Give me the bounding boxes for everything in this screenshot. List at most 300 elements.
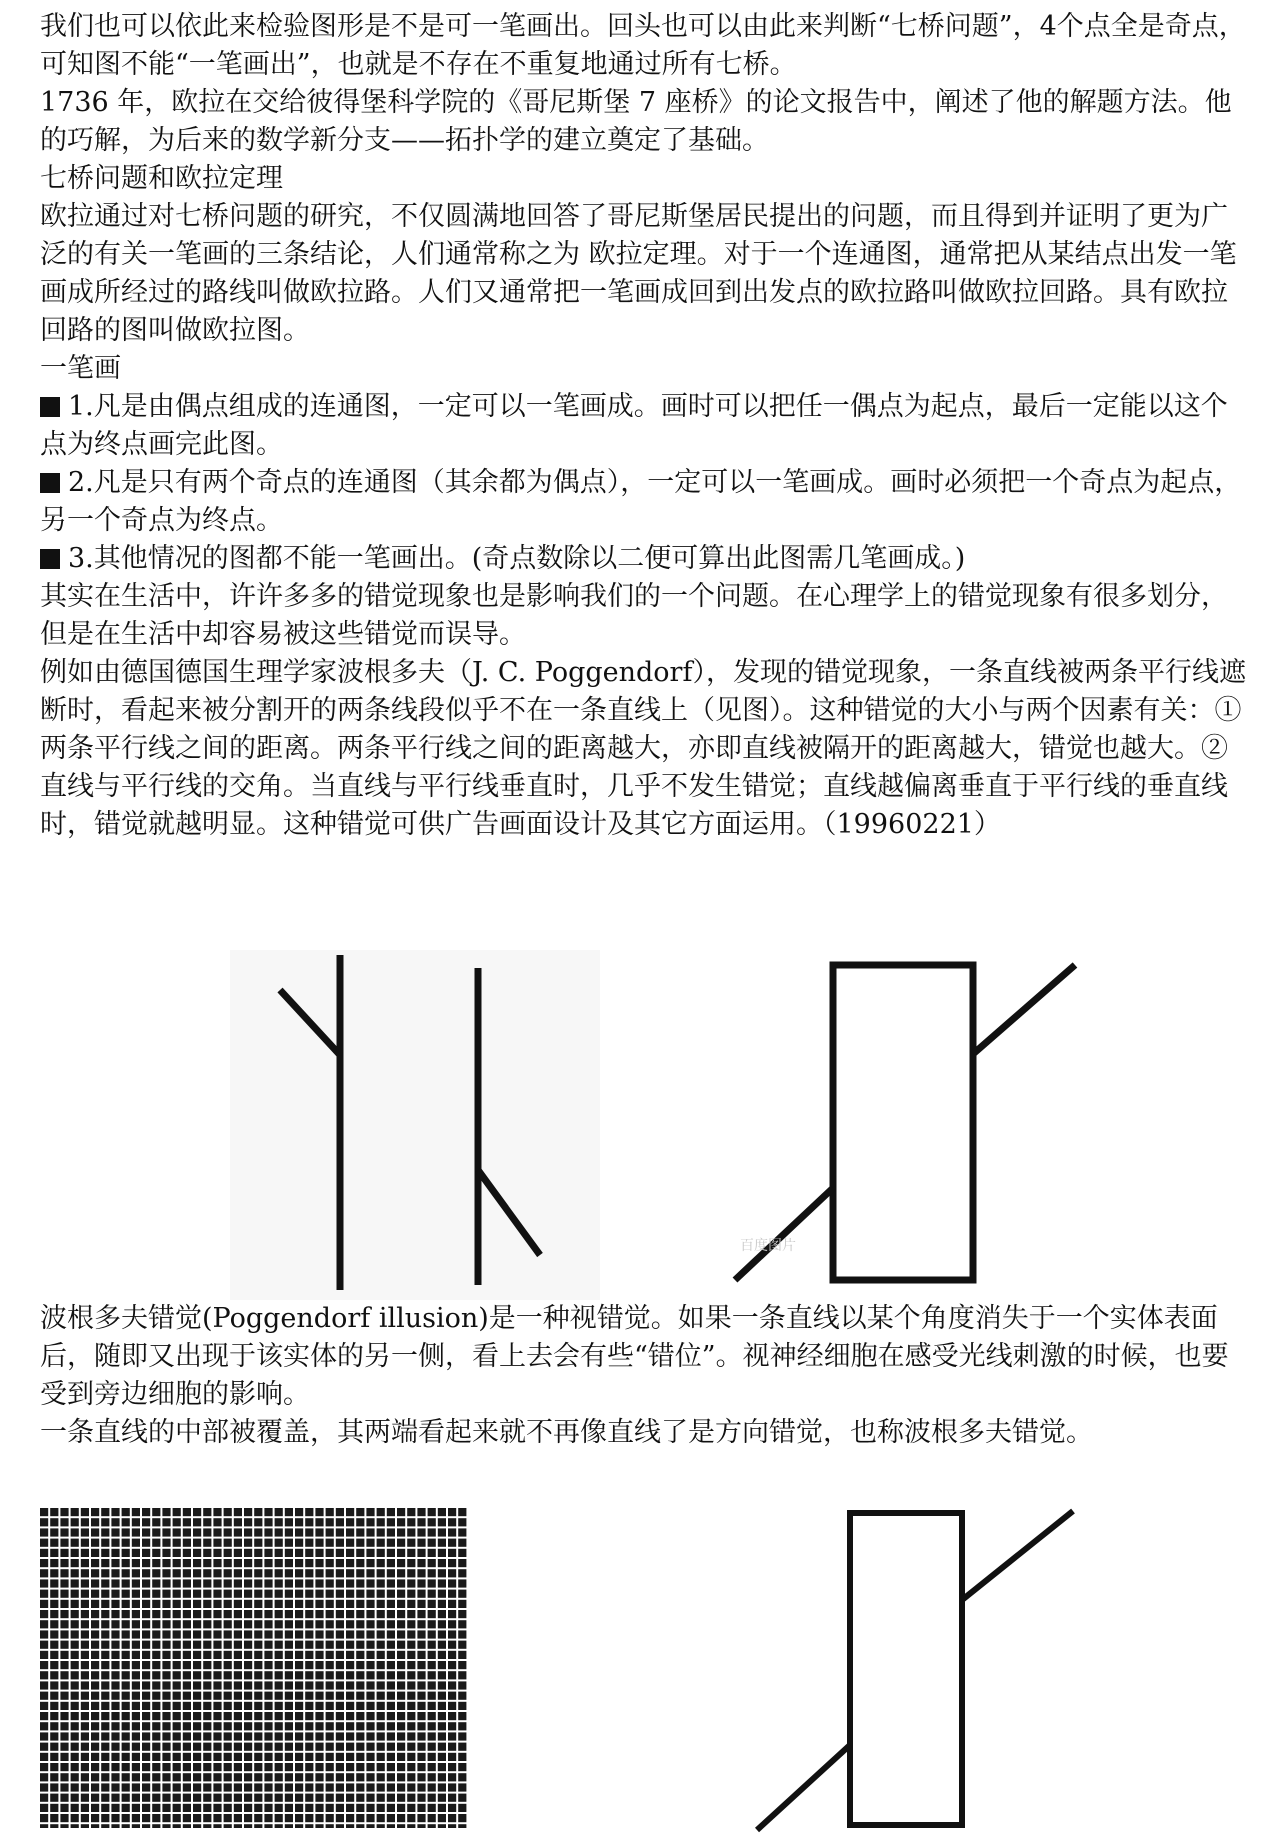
grid-square (50, 1763, 58, 1771)
grid-square (448, 1671, 456, 1679)
grid-square (122, 1600, 130, 1608)
grid-square (162, 1702, 170, 1710)
grid-square (224, 1641, 232, 1649)
grid-square (162, 1671, 170, 1679)
grid-square (397, 1681, 405, 1689)
grid-square (458, 1753, 466, 1761)
grid-square (213, 1814, 221, 1822)
grid-square (377, 1590, 385, 1598)
grid-square (254, 1559, 262, 1567)
grid-square (407, 1539, 415, 1547)
grid-square (397, 1783, 405, 1791)
grid-square (132, 1824, 140, 1828)
grid-square (122, 1824, 130, 1828)
grid-square (295, 1600, 303, 1608)
grid-square (162, 1712, 170, 1720)
grid-square (428, 1783, 436, 1791)
grid-square (264, 1712, 272, 1720)
grid-square (60, 1681, 68, 1689)
grid-square (448, 1579, 456, 1587)
grid-square (203, 1692, 211, 1700)
grid-square (142, 1559, 150, 1567)
grid-square (142, 1712, 150, 1720)
grid-square (458, 1681, 466, 1689)
grid-square (152, 1681, 160, 1689)
grid-square (132, 1702, 140, 1710)
grid-square (152, 1641, 160, 1649)
grid-square (254, 1814, 262, 1822)
grid-square (183, 1722, 191, 1730)
grid-square (81, 1528, 89, 1536)
grid-square (50, 1508, 58, 1516)
grid-square (417, 1661, 425, 1669)
grid-square (193, 1753, 201, 1761)
grid-square (397, 1620, 405, 1628)
grid-square (81, 1753, 89, 1761)
grid-square (244, 1763, 252, 1771)
grid-square (397, 1600, 405, 1608)
grid-square (142, 1508, 150, 1516)
grid-square (142, 1671, 150, 1679)
grid-square (387, 1743, 395, 1751)
grid-square (264, 1508, 272, 1516)
grid-square (234, 1630, 242, 1638)
grid-square (101, 1671, 109, 1679)
grid-square (40, 1549, 48, 1557)
grid-square (122, 1630, 130, 1638)
grid-square (122, 1753, 130, 1761)
grid-square (254, 1671, 262, 1679)
grid-square (275, 1620, 283, 1628)
grid-square (203, 1651, 211, 1659)
grid-square (132, 1814, 140, 1822)
grid-square (203, 1549, 211, 1557)
grid-square (275, 1549, 283, 1557)
grid-square (81, 1630, 89, 1638)
grid-square (397, 1732, 405, 1740)
grid-square (81, 1692, 89, 1700)
grid-square (60, 1804, 68, 1812)
grid-square (387, 1508, 395, 1516)
grid-square (336, 1579, 344, 1587)
grid-square (377, 1549, 385, 1557)
grid-square (152, 1661, 160, 1669)
grid-square (203, 1590, 211, 1598)
grid-square (264, 1824, 272, 1828)
grid-square (264, 1722, 272, 1730)
grid-square (336, 1610, 344, 1618)
grid-square (397, 1722, 405, 1730)
grid-square (50, 1600, 58, 1608)
grid-square (448, 1773, 456, 1781)
grid-square (438, 1743, 446, 1751)
grid-square (326, 1528, 334, 1536)
grid-square (60, 1528, 68, 1536)
grid-square (111, 1763, 119, 1771)
grid-square (315, 1569, 323, 1577)
grid-square (326, 1824, 334, 1828)
grid-square (275, 1671, 283, 1679)
grid-square (91, 1579, 99, 1587)
grid-square (71, 1712, 79, 1720)
grid-square (366, 1722, 374, 1730)
grid-square (346, 1671, 354, 1679)
grid-square (448, 1804, 456, 1812)
grid-square (81, 1824, 89, 1828)
grid-square (71, 1732, 79, 1740)
grid-square (81, 1804, 89, 1812)
paragraph-1736: 1736 年，欧拉在交给彼得堡科学院的《哥尼斯堡 7 座桥》的论文报告中，阐述了他的解题方法。他的巧解，为后来的数学新分支——拓扑学的建立奠定了基础。 (40, 87, 1232, 156)
grid-square (377, 1804, 385, 1812)
grid-square (111, 1549, 119, 1557)
grid-square (60, 1783, 68, 1791)
grid-square (244, 1508, 252, 1516)
grid-square (346, 1763, 354, 1771)
grid-square (142, 1651, 150, 1659)
grid-square (81, 1590, 89, 1598)
grid-square (458, 1579, 466, 1587)
grid-square (356, 1814, 364, 1822)
grid-square (295, 1559, 303, 1567)
grid-square (326, 1630, 334, 1638)
grid-square (448, 1569, 456, 1577)
grid-square (417, 1528, 425, 1536)
grid-square (407, 1671, 415, 1679)
grid-square (315, 1549, 323, 1557)
grid-square (305, 1539, 313, 1547)
grid-square (40, 1763, 48, 1771)
grid-square (50, 1702, 58, 1710)
grid-square (417, 1722, 425, 1730)
grid-square (142, 1661, 150, 1669)
grid-square (91, 1722, 99, 1730)
grid-square (173, 1508, 181, 1516)
grid-square (275, 1508, 283, 1516)
grid-square (234, 1661, 242, 1669)
grid-square (417, 1732, 425, 1740)
grid-square (428, 1794, 436, 1802)
grid-square (407, 1743, 415, 1751)
grid-square (244, 1661, 252, 1669)
grid-square (101, 1702, 109, 1710)
grid-square (81, 1773, 89, 1781)
grid-square (71, 1773, 79, 1781)
grid-square (417, 1518, 425, 1526)
grid-square (40, 1692, 48, 1700)
grid-square (173, 1712, 181, 1720)
grid-square (60, 1610, 68, 1618)
square-bullet-icon (40, 397, 60, 417)
grid-square (397, 1702, 405, 1710)
grid-square (101, 1508, 109, 1516)
grid-square (71, 1794, 79, 1802)
grid-square (183, 1712, 191, 1720)
grid-square (234, 1651, 242, 1659)
grid-square (111, 1620, 119, 1628)
grid-square (356, 1783, 364, 1791)
grid-square (438, 1539, 446, 1547)
grid-square (295, 1641, 303, 1649)
figure-poggendorf-rectangle-2 (755, 1505, 1085, 1835)
grid-square (101, 1620, 109, 1628)
grid-square (305, 1620, 313, 1628)
grid-square (346, 1559, 354, 1567)
grid-square (183, 1794, 191, 1802)
grid-square (407, 1549, 415, 1557)
grid-square (162, 1753, 170, 1761)
grid-square (326, 1722, 334, 1730)
grid-square (224, 1661, 232, 1669)
grid-square (40, 1579, 48, 1587)
grid-square (173, 1518, 181, 1526)
grid-square (366, 1508, 374, 1516)
grid-square (326, 1579, 334, 1587)
grid-square (377, 1692, 385, 1700)
grid-square (213, 1630, 221, 1638)
grid-square (387, 1753, 395, 1761)
grid-square (285, 1702, 293, 1710)
grid-square (295, 1732, 303, 1740)
grid-square (81, 1783, 89, 1791)
grid-square (234, 1620, 242, 1628)
grid-square (152, 1753, 160, 1761)
grid-square (142, 1702, 150, 1710)
grid-square (213, 1559, 221, 1567)
grid-square (264, 1783, 272, 1791)
grid-square (295, 1794, 303, 1802)
grid-square (428, 1600, 436, 1608)
grid-square (417, 1763, 425, 1771)
grid-square (377, 1671, 385, 1679)
grid-square (366, 1753, 374, 1761)
grid-square (326, 1814, 334, 1822)
grid-square (336, 1641, 344, 1649)
square-bullet-icon (40, 473, 60, 493)
grid-square (50, 1783, 58, 1791)
grid-square (162, 1794, 170, 1802)
grid-square (254, 1539, 262, 1547)
grid-square (60, 1641, 68, 1649)
grid-square (295, 1692, 303, 1700)
grid-square (428, 1773, 436, 1781)
grid-square (183, 1692, 191, 1700)
grid-square (275, 1569, 283, 1577)
grid-square (122, 1508, 130, 1516)
grid-square (183, 1630, 191, 1638)
grid-square (193, 1610, 201, 1618)
grid-square (377, 1559, 385, 1567)
grid-square (71, 1722, 79, 1730)
grid-square (407, 1590, 415, 1598)
grid-square (346, 1539, 354, 1547)
grid-square (224, 1671, 232, 1679)
grid-square (377, 1569, 385, 1577)
grid-square (346, 1579, 354, 1587)
grid-square (275, 1743, 283, 1751)
paragraph-check: 我们也可以依此来检验图形是不是可一笔画出。回头也可以由此来判断“七桥问题”，4个点全是奇点，可知图不能“一笔画出”，也就是不存在不重复地通过所有七桥。 (40, 11, 1246, 80)
grid-square (91, 1600, 99, 1608)
grid-square (336, 1814, 344, 1822)
grid-square (356, 1712, 364, 1720)
grid-square (50, 1559, 58, 1567)
grid-square (448, 1620, 456, 1628)
grid-square (71, 1559, 79, 1567)
grid-square (224, 1794, 232, 1802)
grid-square (142, 1600, 150, 1608)
grid-square (60, 1518, 68, 1526)
grid-square (224, 1702, 232, 1710)
grid-square (397, 1610, 405, 1618)
grid-square (254, 1743, 262, 1751)
grid-square (111, 1773, 119, 1781)
grid-square (213, 1763, 221, 1771)
grid-square (91, 1569, 99, 1577)
grid-square (336, 1773, 344, 1781)
grid-square (346, 1681, 354, 1689)
grid-square (407, 1651, 415, 1659)
grid-square (275, 1712, 283, 1720)
grid-square (387, 1569, 395, 1577)
grid-square (417, 1743, 425, 1751)
grid-square (417, 1630, 425, 1638)
grid-square (213, 1539, 221, 1547)
grid-square (183, 1651, 191, 1659)
grid-square (285, 1651, 293, 1659)
grid-square (81, 1743, 89, 1751)
grid-square (366, 1590, 374, 1598)
grid-square (264, 1590, 272, 1598)
grid-square (203, 1539, 211, 1547)
grid-square (193, 1783, 201, 1791)
grid-square (356, 1630, 364, 1638)
grid-square (397, 1804, 405, 1812)
grid-square (152, 1620, 160, 1628)
grid-square (101, 1610, 109, 1618)
grid-square (346, 1824, 354, 1828)
grid-square (142, 1549, 150, 1557)
grid-square (448, 1824, 456, 1828)
grid-square (40, 1620, 48, 1628)
grid-square (438, 1671, 446, 1679)
grid-square (224, 1620, 232, 1628)
grid-square (295, 1681, 303, 1689)
grid-square (346, 1661, 354, 1669)
grid-square (50, 1610, 58, 1618)
grid-square (326, 1692, 334, 1700)
grid-square (50, 1794, 58, 1802)
grid-square (448, 1549, 456, 1557)
grid-square (173, 1641, 181, 1649)
grid-square (234, 1600, 242, 1608)
grid-square (101, 1528, 109, 1536)
grid-square (71, 1692, 79, 1700)
grid-square (224, 1763, 232, 1771)
grid-square (101, 1681, 109, 1689)
grid-square (387, 1528, 395, 1536)
grid-square (224, 1743, 232, 1751)
grid-square (101, 1641, 109, 1649)
grid-square (111, 1722, 119, 1730)
grid-square (305, 1692, 313, 1700)
grid-square (224, 1630, 232, 1638)
grid-square (213, 1732, 221, 1740)
grid-square (122, 1783, 130, 1791)
grid-square (91, 1610, 99, 1618)
grid-square (366, 1630, 374, 1638)
grid-square (448, 1651, 456, 1659)
grid-square (305, 1763, 313, 1771)
grid-square (387, 1773, 395, 1781)
grid-square (387, 1549, 395, 1557)
grid-square (203, 1579, 211, 1587)
grid-square (234, 1692, 242, 1700)
grid-square (315, 1783, 323, 1791)
grid-square (213, 1681, 221, 1689)
grid-square (346, 1783, 354, 1791)
grid-square (203, 1712, 211, 1720)
grid-square (203, 1661, 211, 1669)
grid-square (183, 1681, 191, 1689)
grid-square (193, 1630, 201, 1638)
grid-square (275, 1590, 283, 1598)
grid-square (111, 1579, 119, 1587)
grid-square (122, 1569, 130, 1577)
grid-square (91, 1620, 99, 1628)
grid-square (295, 1630, 303, 1638)
grid-square (346, 1630, 354, 1638)
grid-square (203, 1610, 211, 1618)
grid-square (285, 1549, 293, 1557)
grid-square (315, 1508, 323, 1516)
grid-square (122, 1661, 130, 1669)
grid-square (40, 1824, 48, 1828)
grid-square (122, 1651, 130, 1659)
grid-square (387, 1610, 395, 1618)
grid-square (234, 1569, 242, 1577)
grid-square (407, 1559, 415, 1567)
grid-square (387, 1794, 395, 1802)
grid-square (183, 1559, 191, 1567)
grid-square (213, 1651, 221, 1659)
grid-square (183, 1773, 191, 1781)
grid-square (173, 1671, 181, 1679)
grid-square (438, 1824, 446, 1828)
grid-square (346, 1804, 354, 1812)
grid-square (336, 1824, 344, 1828)
grid-square (162, 1549, 170, 1557)
grid-square (326, 1620, 334, 1628)
grid-square (397, 1692, 405, 1700)
grid-square (162, 1732, 170, 1740)
grid-square (428, 1763, 436, 1771)
grid-square (285, 1528, 293, 1536)
grid-square (407, 1732, 415, 1740)
grid-square (173, 1569, 181, 1577)
grid-square (213, 1590, 221, 1598)
grid-square (407, 1702, 415, 1710)
grid-square (224, 1569, 232, 1577)
grid-square (387, 1681, 395, 1689)
grid-square (152, 1559, 160, 1567)
grid-square (132, 1508, 140, 1516)
grid-square (417, 1539, 425, 1547)
grid-square (91, 1743, 99, 1751)
grid-square (254, 1600, 262, 1608)
grid-square (397, 1590, 405, 1598)
grid-square (224, 1804, 232, 1812)
grid-square (438, 1692, 446, 1700)
grid-square (336, 1630, 344, 1638)
